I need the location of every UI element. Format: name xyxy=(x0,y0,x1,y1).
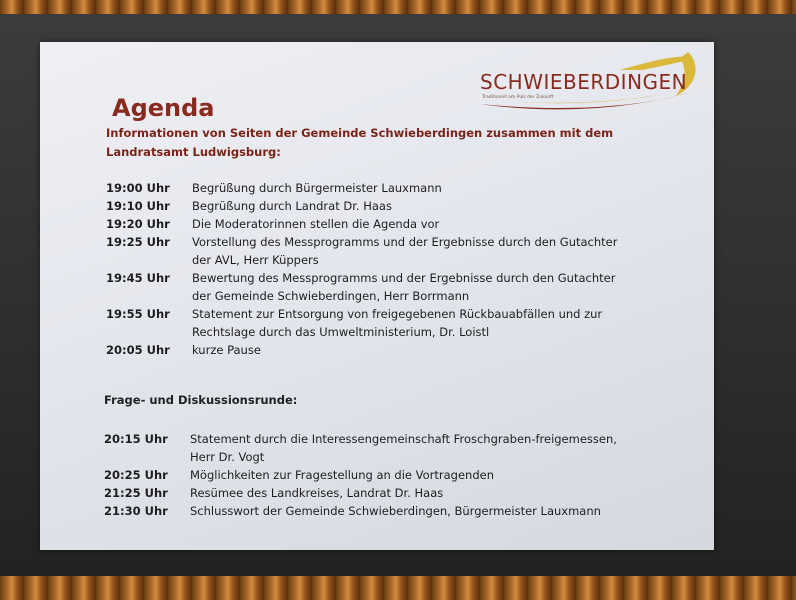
agenda-description xyxy=(192,269,662,305)
projected-slide xyxy=(40,42,714,550)
municipality-logo xyxy=(470,48,700,114)
agenda-description xyxy=(190,466,660,484)
logo-tagline: Traditionell am Puls der Zukunft xyxy=(482,95,554,100)
agenda-description xyxy=(192,341,662,359)
slide-title: Agenda xyxy=(112,94,215,122)
stage-curtain-bottom xyxy=(0,576,796,600)
agenda-time: 20:25 Uhr xyxy=(104,468,168,482)
agenda-description-line: kurze Pause xyxy=(192,343,261,357)
agenda-time: 19:00 Uhr xyxy=(106,181,170,195)
agenda-description-line: Statement durch die Interessengemeinschaft Froschgraben-freigemessen, xyxy=(190,432,617,446)
agenda-description-line: Herr Dr. Vogt xyxy=(190,450,265,464)
agenda-description xyxy=(190,430,660,466)
agenda-description xyxy=(190,502,660,520)
agenda-description-line: Die Moderatorinnen stellen die Agenda vor xyxy=(192,217,440,231)
logo-name: SCHWIEBERDINGEN xyxy=(480,70,688,94)
agenda-description-line: der AVL, Herr Küppers xyxy=(192,253,319,267)
agenda-time: 20:15 Uhr xyxy=(104,432,168,446)
agenda-description-line: Vorstellung des Messprogramms und der Ergebnisse durch den Gutachter xyxy=(192,235,618,249)
agenda-time: 21:25 Uhr xyxy=(104,486,168,500)
agenda-time: 19:25 Uhr xyxy=(106,235,170,249)
agenda-description xyxy=(190,484,660,502)
agenda-time: 19:45 Uhr xyxy=(106,271,170,285)
agenda-description-line: Möglichkeiten zur Fragestellung an die Vortragenden xyxy=(190,468,495,482)
agenda-description xyxy=(192,215,662,233)
intro-line: Informationen von Seiten der Gemeinde Schwieberdingen zusammen mit dem xyxy=(106,126,614,140)
agenda-description-line: Bewertung des Messprogramms und der Ergebnisse durch den Gutachter xyxy=(192,271,616,285)
agenda-time: 19:55 Uhr xyxy=(106,307,170,321)
agenda-description-line: Statement zur Entsorgung von freigegebenen Rückbauabfällen und zur xyxy=(192,307,603,321)
agenda-time: 21:30 Uhr xyxy=(104,504,168,518)
agenda-description-line: Begrüßung durch Landrat Dr. Haas xyxy=(192,199,392,213)
agenda-description-line: Schlusswort der Gemeinde Schwieberdingen, Bürgermeister Lauxmann xyxy=(190,504,601,518)
section-heading: Frage- und Diskussionsrunde: xyxy=(104,393,298,407)
agenda-description-line: der Gemeinde Schwieberdingen, Herr Borrmann xyxy=(192,289,470,303)
agenda-time: 19:10 Uhr xyxy=(106,199,170,213)
agenda-time: 19:20 Uhr xyxy=(106,217,170,231)
agenda-description-line: Begrüßung durch Bürgermeister Lauxmann xyxy=(192,181,442,195)
agenda-description xyxy=(192,305,662,341)
agenda-description xyxy=(192,233,662,269)
agenda-description xyxy=(192,197,662,215)
agenda-description-line: Rechtslage durch das Umweltministerium, Dr. Loistl xyxy=(192,325,490,339)
slide-intro xyxy=(106,124,626,162)
agenda-time: 20:05 Uhr xyxy=(106,343,170,357)
intro-line: Landratsamt Ludwigsburg: xyxy=(106,145,281,159)
agenda-description xyxy=(192,179,662,197)
agenda-description-line: Resümee des Landkreises, Landrat Dr. Haas xyxy=(190,486,444,500)
